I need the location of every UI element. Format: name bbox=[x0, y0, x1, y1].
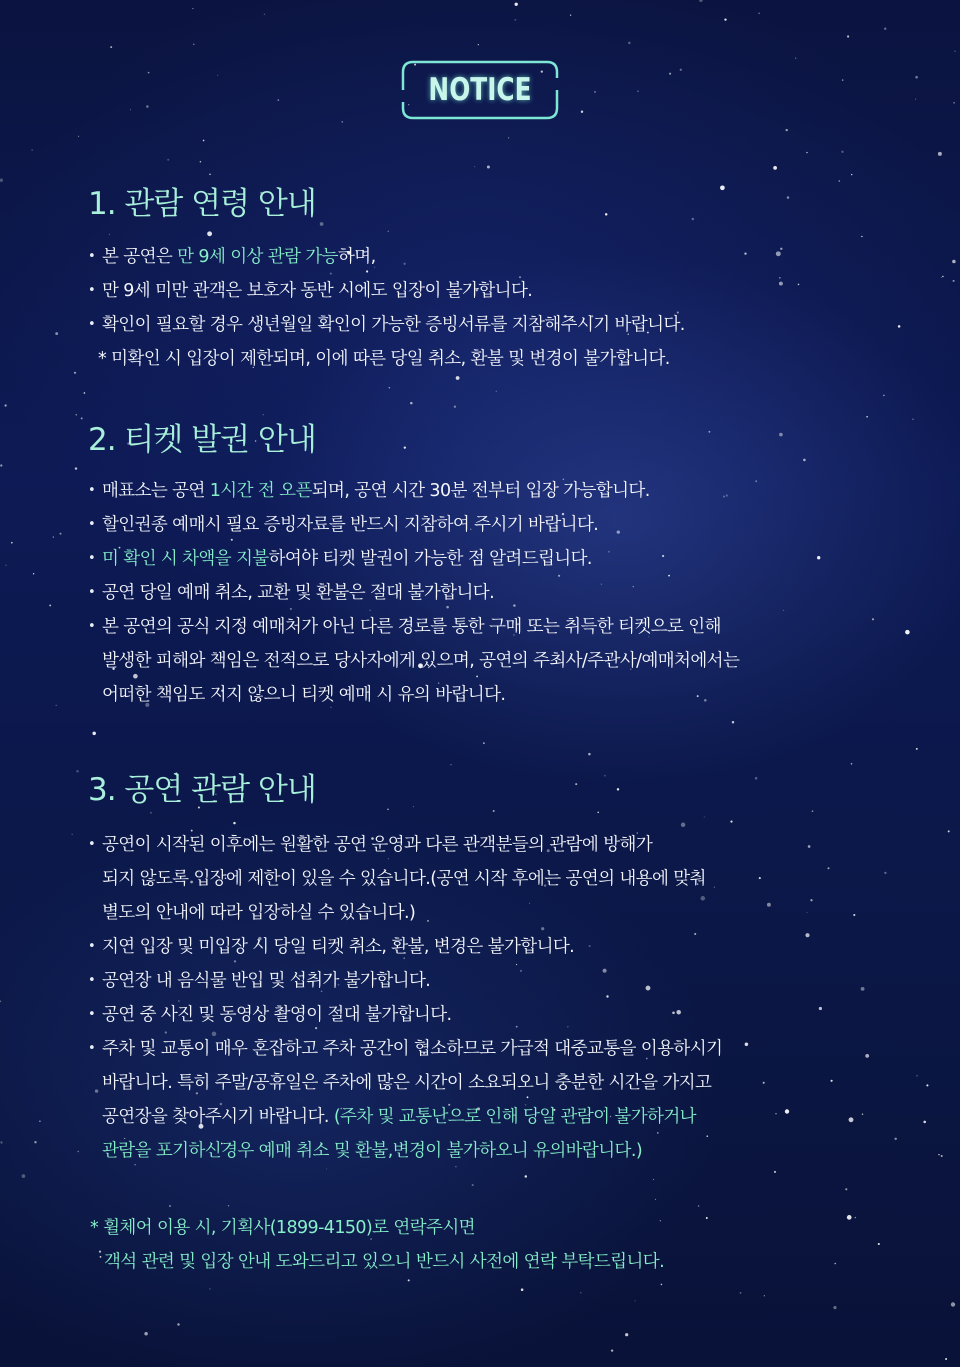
notice-label: NOTICE bbox=[428, 72, 532, 108]
star bbox=[496, 391, 497, 392]
star bbox=[594, 91, 596, 93]
star bbox=[326, 1168, 327, 1169]
list-item: • 확인이 필요할 경우 생년월일 확인이 가능한 증빙서류를 지참해주시기 바랍니다. bbox=[88, 308, 888, 342]
star bbox=[653, 1179, 654, 1180]
star bbox=[764, 1295, 765, 1296]
star bbox=[951, 1302, 955, 1306]
star bbox=[774, 1171, 776, 1173]
list-item: • 본 공연은 만 9세 이상 관람 가능하며, bbox=[88, 240, 888, 274]
section-ticket-guide bbox=[88, 420, 888, 712]
star bbox=[941, 1155, 943, 1157]
star bbox=[514, 19, 516, 21]
star bbox=[916, 748, 918, 750]
star bbox=[759, 13, 760, 14]
star bbox=[724, 18, 726, 20]
star bbox=[926, 1084, 928, 1086]
list-item-continued: 발생한 피해와 책임은 전적으로 당사자에게 있으며, 공연의 주최사/주관사/예매처에서는 bbox=[102, 651, 740, 671]
star bbox=[110, 46, 112, 48]
star bbox=[851, 763, 853, 765]
star bbox=[785, 129, 787, 131]
star bbox=[680, 69, 682, 71]
star bbox=[193, 44, 194, 45]
section-age-guide bbox=[88, 184, 888, 376]
star bbox=[450, 764, 451, 765]
star bbox=[84, 392, 86, 394]
list-item-continued: 어떠한 책임도 지지 않으니 티켓 예매 시 유의 바랍니다. bbox=[102, 685, 506, 705]
section-title: 3. 공연 관람 안내 bbox=[88, 772, 316, 808]
star bbox=[177, 1323, 179, 1325]
star bbox=[580, 1292, 581, 1293]
star bbox=[408, 1279, 410, 1281]
star bbox=[169, 1205, 171, 1207]
star bbox=[263, 414, 264, 415]
section-viewing-guide bbox=[88, 770, 888, 1168]
star bbox=[31, 149, 32, 150]
star bbox=[954, 51, 955, 52]
star bbox=[264, 14, 265, 15]
star bbox=[217, 75, 218, 76]
star bbox=[0, 178, 3, 181]
list-item: • 주차 및 교통이 매우 혼잡하고 주차 공간이 협소하므로 가급적 대중교통을 이용하시기 bbox=[88, 1032, 888, 1066]
star bbox=[474, 166, 475, 167]
list-item: • 공연장 내 음식물 반입 및 섭취가 불가합니다. bbox=[88, 964, 888, 998]
star bbox=[515, 3, 518, 6]
star bbox=[200, 161, 202, 163]
star bbox=[884, 27, 886, 29]
star bbox=[5, 565, 6, 566]
star bbox=[795, 58, 796, 59]
footnote-line: 객석 관련 및 입장 안내 도와드리고 있으니 반드시 사전에 연락 부탁드립니다. bbox=[104, 1252, 665, 1272]
star bbox=[0, 1141, 2, 1143]
star bbox=[130, 109, 131, 110]
star bbox=[11, 542, 13, 544]
star bbox=[661, 1284, 663, 1286]
star bbox=[945, 1358, 947, 1360]
star bbox=[923, 1121, 926, 1124]
star bbox=[53, 537, 54, 538]
star bbox=[838, 180, 840, 182]
star bbox=[581, 111, 583, 113]
star bbox=[941, 277, 942, 278]
wheelchair-footnote bbox=[90, 1211, 890, 1279]
star bbox=[588, 753, 591, 756]
star bbox=[842, 79, 843, 80]
star bbox=[915, 99, 916, 100]
star bbox=[905, 630, 910, 635]
star bbox=[78, 136, 79, 137]
star bbox=[952, 260, 956, 264]
list-item-continued: 별도의 안내에 따라 입장하실 수 있습니다.) bbox=[102, 903, 416, 923]
star bbox=[866, 416, 868, 418]
star bbox=[611, 1349, 613, 1351]
list-item: • 매표소는 공연 1시간 전 오픈되며, 공연 시간 30분 전부터 입장 가능합니다. bbox=[88, 474, 888, 508]
star bbox=[22, 1174, 26, 1178]
star bbox=[699, 0, 703, 2]
star bbox=[39, 1120, 41, 1122]
star bbox=[845, 1188, 847, 1190]
star bbox=[33, 573, 34, 574]
star bbox=[209, 1288, 211, 1290]
list-item: • 만 9세 미만 관객은 보호자 동반 시에도 입장이 불가합니다. bbox=[88, 274, 888, 308]
star bbox=[916, 1075, 917, 1076]
star bbox=[228, 1205, 229, 1206]
star bbox=[841, 151, 843, 153]
star bbox=[698, 1205, 700, 1207]
star bbox=[833, 1306, 836, 1309]
star bbox=[148, 72, 150, 74]
star bbox=[167, 159, 169, 161]
star bbox=[410, 402, 413, 405]
star bbox=[625, 1333, 628, 1336]
star bbox=[938, 152, 942, 156]
star bbox=[634, 1300, 635, 1301]
star bbox=[570, 14, 571, 15]
star bbox=[74, 372, 76, 374]
star bbox=[389, 387, 391, 389]
star bbox=[478, 44, 479, 45]
star bbox=[773, 166, 777, 170]
section-title: 1. 관람 연령 안내 bbox=[88, 186, 316, 222]
star bbox=[953, 280, 955, 282]
star bbox=[77, 1151, 78, 1152]
star bbox=[59, 533, 61, 535]
star bbox=[144, 1332, 147, 1335]
star bbox=[0, 464, 2, 466]
star bbox=[0, 1000, 1, 1002]
star bbox=[883, 395, 884, 396]
list-item-continued: 관람을 포기하신경우 예매 취소 및 환불,변경이 불가하오니 유의바랍니다.) bbox=[102, 1141, 643, 1161]
list-item-continued: 바랍니다. 특히 주말/공휴일은 주차에 많은 시간이 소요되오니 충분한 시간을 가지고 bbox=[102, 1073, 712, 1093]
star bbox=[732, 721, 734, 723]
star bbox=[953, 102, 955, 104]
note-text: * 미확인 시 입장이 제한되며, 이에 따른 당일 취소, 환불 및 변경이 불가합니다. bbox=[98, 349, 670, 369]
star bbox=[454, 406, 456, 408]
star bbox=[508, 137, 509, 138]
footnote-line: * 휠체어 이용 시, 기획사(1899-4150)로 연락주시면 bbox=[90, 1218, 475, 1238]
star bbox=[628, 42, 631, 45]
star bbox=[456, 376, 460, 380]
list-item: • 공연이 시작된 이후에는 원활한 공연 운영과 다른 관객분들의 관람에 방해가 bbox=[88, 828, 888, 862]
star bbox=[278, 99, 280, 101]
star bbox=[915, 76, 918, 79]
star bbox=[76, 770, 78, 772]
star bbox=[806, 152, 807, 153]
list-item-continued: 되지 않도록 입장에 제한이 있을 수 있습니다.(공연 시작 후에는 공연의 내용에 맞춰 bbox=[102, 869, 706, 889]
star bbox=[55, 332, 58, 335]
star bbox=[76, 414, 78, 416]
star bbox=[81, 417, 83, 419]
list-item: • 지연 입장 및 미입장 시 당일 티켓 취소, 환불, 변경은 불가합니다. bbox=[88, 930, 888, 964]
list-item-continued: 공연장을 찾아주시기 바랍니다. (주차 및 교통난으로 인해 당일 관람이 불가하거나 bbox=[102, 1107, 696, 1127]
star bbox=[56, 705, 57, 706]
star bbox=[487, 166, 490, 169]
star bbox=[851, 174, 852, 175]
star bbox=[938, 1154, 939, 1155]
list-item: • 본 공연의 공식 지정 예매처가 아닌 다른 경로를 통한 구매 또는 취득한 티켓으로 인해 bbox=[88, 610, 888, 644]
star bbox=[342, 121, 343, 122]
star bbox=[637, 90, 639, 92]
star bbox=[71, 834, 72, 835]
star bbox=[146, 105, 149, 108]
star bbox=[92, 732, 95, 735]
star bbox=[948, 830, 950, 832]
star bbox=[912, 419, 913, 420]
star bbox=[521, 1288, 524, 1291]
list-item: • 공연 중 사진 및 동영상 촬영이 절대 불가합니다. bbox=[88, 998, 888, 1032]
star bbox=[483, 742, 485, 744]
star bbox=[75, 467, 77, 469]
star bbox=[525, 1175, 527, 1177]
list-item: • 공연 당일 예매 취소, 교환 및 환불은 절대 불가합니다. bbox=[88, 576, 888, 610]
list-item: • 미 확인 시 차액을 지불하여야 티켓 발권이 가능한 점 알려드립니다. bbox=[88, 542, 888, 576]
star bbox=[740, 1292, 742, 1294]
star bbox=[898, 325, 901, 328]
star bbox=[203, 140, 205, 142]
star bbox=[894, 1138, 896, 1140]
star bbox=[942, 276, 943, 277]
star bbox=[847, 35, 849, 37]
section-title: 2. 티켓 발권 안내 bbox=[88, 422, 316, 458]
star bbox=[4, 404, 6, 406]
list-item: • 할인권종 예매시 필요 증빙자료를 반드시 지참하여 주시기 바랍니다. bbox=[88, 508, 888, 542]
star bbox=[472, 1184, 474, 1186]
star bbox=[192, 8, 193, 9]
notice-badge bbox=[401, 60, 559, 120]
star bbox=[34, 1141, 36, 1143]
star bbox=[655, 1199, 656, 1200]
star bbox=[669, 73, 671, 75]
star bbox=[209, 174, 211, 176]
star bbox=[49, 604, 51, 606]
